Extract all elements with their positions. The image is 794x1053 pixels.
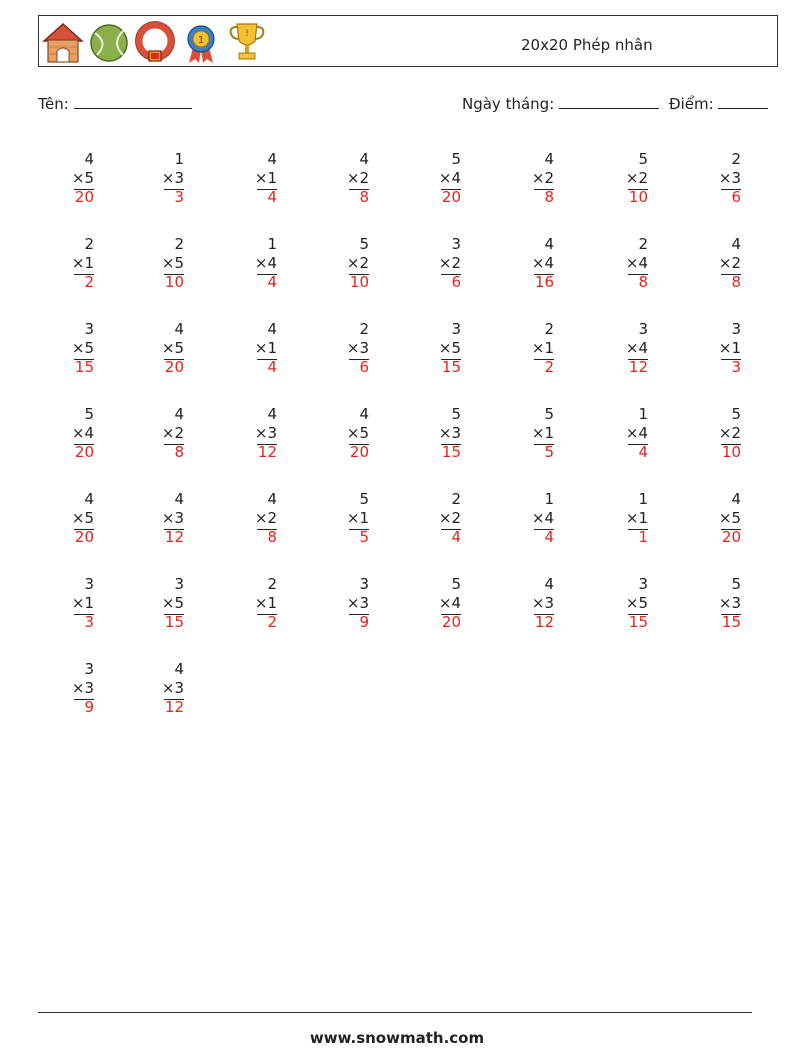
problem-item (403, 575, 463, 637)
multiplicand: 3 (638, 575, 648, 593)
problem-item (126, 235, 186, 297)
multiplicand: 1 (638, 405, 648, 423)
problem-item (36, 150, 96, 212)
problem-item (683, 490, 743, 552)
multiplicand: 5 (84, 405, 94, 423)
multiplicand: 4 (544, 235, 554, 253)
answer: 20 (441, 188, 461, 206)
date-field (462, 94, 659, 113)
multiplier: ×5 (346, 424, 369, 442)
answer: 20 (74, 188, 94, 206)
multiplier: ×1 (531, 339, 554, 357)
multiplier: ×3 (531, 594, 554, 612)
multiplicand: 3 (174, 575, 184, 593)
answer: 9 (359, 613, 369, 631)
multiplicand: 4 (174, 320, 184, 338)
multiplier: ×2 (438, 509, 461, 527)
trophy-icon (225, 19, 269, 65)
multiplicand: 2 (731, 150, 741, 168)
multiplier: ×4 (438, 169, 461, 187)
svg-text:!: ! (245, 29, 249, 39)
page-title: 20x20 Phép nhân (521, 36, 653, 54)
multiplier: ×5 (71, 339, 94, 357)
answer: 2 (544, 358, 554, 376)
problem-item (36, 235, 96, 297)
footer-divider (38, 1012, 752, 1013)
problem-item (126, 320, 186, 382)
multiplicand: 3 (84, 660, 94, 678)
answer: 12 (164, 528, 184, 546)
multiplier: ×1 (254, 339, 277, 357)
problem-item (496, 235, 556, 297)
multiplier: ×5 (71, 509, 94, 527)
multiplier: ×2 (625, 169, 648, 187)
answer: 8 (267, 528, 277, 546)
problem-item (683, 320, 743, 382)
date-label: Ngày tháng: (462, 95, 555, 113)
multiplier: ×2 (254, 509, 277, 527)
date-blank[interactable] (559, 94, 659, 109)
answer: 15 (721, 613, 741, 631)
problem-item (311, 320, 371, 382)
multiplicand: 5 (359, 490, 369, 508)
answer: 15 (164, 613, 184, 631)
multiplicand: 4 (267, 150, 277, 168)
answer: 12 (164, 698, 184, 716)
multiplicand: 2 (544, 320, 554, 338)
multiplier: ×3 (161, 679, 184, 697)
multiplier: ×4 (531, 254, 554, 272)
multiplier: ×5 (438, 339, 461, 357)
footer-website: www.snowmath.com (309, 1029, 485, 1047)
house-icon (41, 19, 85, 65)
multiplier: ×1 (254, 169, 277, 187)
answer: 4 (267, 188, 277, 206)
answer: 20 (441, 613, 461, 631)
multiplicand: 3 (84, 575, 94, 593)
multiplicand: 5 (731, 575, 741, 593)
multiplicand: 5 (638, 150, 648, 168)
problem-item (219, 405, 279, 467)
score-field (669, 94, 768, 113)
multiplier: ×4 (625, 339, 648, 357)
multiplicand: 4 (267, 405, 277, 423)
score-blank[interactable] (718, 94, 768, 109)
multiplier: ×1 (254, 594, 277, 612)
answer: 12 (628, 358, 648, 376)
problem-item (311, 235, 371, 297)
multiplier: ×3 (718, 169, 741, 187)
multiplicand: 5 (451, 150, 461, 168)
answer: 15 (441, 443, 461, 461)
multiplicand: 4 (544, 150, 554, 168)
problem-item (36, 320, 96, 382)
multiplier: ×5 (161, 339, 184, 357)
multiplicand: 4 (174, 660, 184, 678)
multiplicand: 2 (451, 490, 461, 508)
answer: 12 (257, 443, 277, 461)
problem-item (403, 235, 463, 297)
multiplier: ×4 (71, 424, 94, 442)
multiplicand: 2 (267, 575, 277, 593)
multiplicand: 5 (451, 575, 461, 593)
multiplier: ×4 (254, 254, 277, 272)
multiplier: ×5 (625, 594, 648, 612)
multiplicand: 3 (359, 575, 369, 593)
answer: 8 (359, 188, 369, 206)
multiplier: ×5 (161, 254, 184, 272)
multiplier: ×2 (531, 169, 554, 187)
multiplier: ×3 (346, 594, 369, 612)
multiplier: ×5 (718, 509, 741, 527)
problem-item (590, 405, 650, 467)
multiplier: ×3 (438, 424, 461, 442)
multiplicand: 4 (731, 490, 741, 508)
multiplicand: 4 (267, 490, 277, 508)
answer: 6 (359, 358, 369, 376)
score-label: Điểm: (669, 95, 714, 113)
answer: 1 (638, 528, 648, 546)
multiplicand: 4 (84, 490, 94, 508)
problem-item (590, 320, 650, 382)
problem-item (496, 490, 556, 552)
answer: 10 (349, 273, 369, 291)
multiplier: ×4 (625, 254, 648, 272)
multiplier: ×1 (718, 339, 741, 357)
multiplicand: 2 (359, 320, 369, 338)
multiplicand: 1 (267, 235, 277, 253)
problem-item (126, 660, 186, 722)
problem-item (311, 405, 371, 467)
multiplicand: 5 (731, 405, 741, 423)
problem-item (219, 320, 279, 382)
multiplier: ×2 (718, 424, 741, 442)
multiplier: ×3 (161, 169, 184, 187)
problem-item (126, 490, 186, 552)
multiplicand: 4 (174, 490, 184, 508)
multiplicand: 4 (267, 320, 277, 338)
multiplicand: 5 (544, 405, 554, 423)
answer: 4 (267, 273, 277, 291)
answer: 5 (359, 528, 369, 546)
problem-item (683, 405, 743, 467)
problem-item (496, 405, 556, 467)
problem-item (36, 405, 96, 467)
answer: 8 (174, 443, 184, 461)
answer: 5 (544, 443, 554, 461)
multiplicand: 4 (544, 575, 554, 593)
problem-item (311, 150, 371, 212)
multiplicand: 4 (359, 405, 369, 423)
worksheet-header (38, 15, 778, 67)
answer: 6 (451, 273, 461, 291)
svg-text:1: 1 (197, 35, 205, 46)
multiplicand: 2 (174, 235, 184, 253)
multiplier: ×1 (625, 509, 648, 527)
answer: 3 (84, 613, 94, 631)
multiplier: ×3 (254, 424, 277, 442)
tennis-ball-icon (87, 19, 131, 65)
answer: 4 (267, 358, 277, 376)
multiplier: ×2 (346, 169, 369, 187)
answer: 20 (164, 358, 184, 376)
multiplier: ×3 (718, 594, 741, 612)
answer: 9 (84, 698, 94, 716)
answer: 3 (731, 358, 741, 376)
problem-item (403, 320, 463, 382)
answer: 20 (74, 528, 94, 546)
answer: 8 (731, 273, 741, 291)
multiplier: ×5 (71, 169, 94, 187)
multiplier: ×5 (161, 594, 184, 612)
multiplicand: 5 (451, 405, 461, 423)
problem-item (219, 235, 279, 297)
multiplier: ×3 (346, 339, 369, 357)
multiplicand: 4 (84, 150, 94, 168)
answer: 4 (638, 443, 648, 461)
answer: 6 (731, 188, 741, 206)
problem-item (36, 660, 96, 722)
multiplier: ×3 (71, 679, 94, 697)
problem-item (496, 575, 556, 637)
answer: 3 (174, 188, 184, 206)
problem-item (311, 575, 371, 637)
answer: 15 (74, 358, 94, 376)
name-blank[interactable] (74, 94, 192, 109)
life-ring-icon (133, 19, 177, 65)
name-label: Tên: (38, 95, 69, 113)
answer: 20 (349, 443, 369, 461)
multiplicand: 3 (638, 320, 648, 338)
problem-item (126, 150, 186, 212)
multiplicand: 3 (451, 235, 461, 253)
answer: 16 (534, 273, 554, 291)
multiplicand: 4 (359, 150, 369, 168)
multiplicand: 3 (84, 320, 94, 338)
multiplicand: 1 (174, 150, 184, 168)
problem-item (683, 575, 743, 637)
problem-item (219, 575, 279, 637)
problem-item (36, 575, 96, 637)
problem-item (311, 490, 371, 552)
problem-item (590, 150, 650, 212)
answer: 15 (628, 613, 648, 631)
multiplier: ×2 (161, 424, 184, 442)
answer: 12 (534, 613, 554, 631)
multiplier: ×1 (346, 509, 369, 527)
answer: 2 (267, 613, 277, 631)
multiplicand: 3 (731, 320, 741, 338)
problem-item (219, 150, 279, 212)
answer: 20 (74, 443, 94, 461)
problem-item (36, 490, 96, 552)
multiplier: ×3 (161, 509, 184, 527)
problem-item (126, 405, 186, 467)
problem-item (496, 320, 556, 382)
answer: 8 (638, 273, 648, 291)
answer: 4 (544, 528, 554, 546)
multiplier: ×1 (71, 254, 94, 272)
name-field (38, 94, 192, 113)
multiplicand: 4 (731, 235, 741, 253)
medal-ribbon-icon (179, 19, 223, 65)
multiplicand: 5 (359, 235, 369, 253)
problem-item (403, 490, 463, 552)
answer: 20 (721, 528, 741, 546)
multiplier: ×4 (531, 509, 554, 527)
problem-item (590, 490, 650, 552)
problem-item (590, 235, 650, 297)
multiplicand: 2 (84, 235, 94, 253)
problem-item (219, 490, 279, 552)
answer: 15 (441, 358, 461, 376)
problem-item (683, 150, 743, 212)
multiplicand: 3 (451, 320, 461, 338)
multiplier: ×4 (438, 594, 461, 612)
problem-item (126, 575, 186, 637)
answer: 8 (544, 188, 554, 206)
problem-item (496, 150, 556, 212)
multiplier: ×2 (438, 254, 461, 272)
answer: 10 (164, 273, 184, 291)
problem-item (403, 405, 463, 467)
header-icons (41, 19, 269, 65)
multiplier: ×2 (718, 254, 741, 272)
problem-item (683, 235, 743, 297)
answer: 10 (628, 188, 648, 206)
multiplicand: 1 (544, 490, 554, 508)
answer: 4 (451, 528, 461, 546)
multiplier: ×1 (531, 424, 554, 442)
answer: 10 (721, 443, 741, 461)
problem-item (590, 575, 650, 637)
multiplier: ×4 (625, 424, 648, 442)
multiplier: ×1 (71, 594, 94, 612)
problem-item (403, 150, 463, 212)
multiplicand: 2 (638, 235, 648, 253)
multiplicand: 4 (174, 405, 184, 423)
multiplicand: 1 (638, 490, 648, 508)
answer: 2 (84, 273, 94, 291)
multiplier: ×2 (346, 254, 369, 272)
